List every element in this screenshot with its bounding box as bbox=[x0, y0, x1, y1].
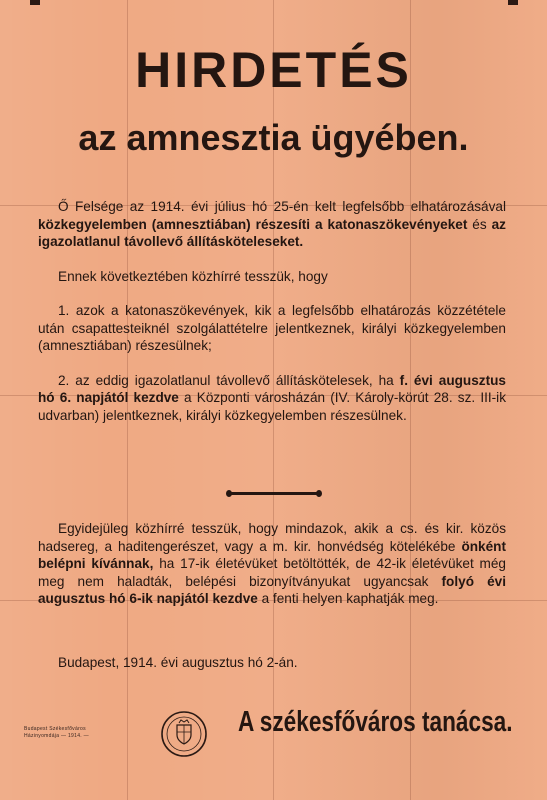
corner-mark bbox=[508, 0, 518, 5]
volunteer-bold: folyó évi augusztus hó 6-ik napjától kezdve bbox=[38, 573, 506, 606]
intro-text: és bbox=[467, 216, 492, 232]
volunteer-text: ha 17-ik életévüket betöltötték, de 42-ik életévüket még meg nem haladták, belépési bizonyítványukat ugyancsak bbox=[38, 556, 506, 589]
volunteer-text: Egyidejüleg közhírré tesszük, hogy mindazok, akik a cs. és kir. közös hadsereg, a haditengerészet, vagy a m. kir. honvédség kötelékébe bbox=[38, 521, 506, 554]
city-seal-icon bbox=[160, 710, 208, 758]
intro-bold: az igazolatlanul távollevő állításköteleseket. bbox=[38, 216, 506, 249]
second-paragraph-block bbox=[38, 520, 506, 608]
announce-line: Ennek következtében közhírré tesszük, hogy bbox=[58, 268, 328, 284]
volunteer-bold: önként belépni kívánnak, bbox=[38, 538, 506, 571]
point-two bbox=[38, 372, 506, 425]
volunteer-paragraph bbox=[38, 520, 506, 608]
point-one: 1. azok a katonaszökevények, kik a legfelsőbb elhatározás közzététele után csapattesteiknél szolgálattételre jelentkeznek, királyi közkegyelemben (amnesztiában) részesülnek; bbox=[38, 303, 506, 353]
intro-text: Ő Felsége az 1914. évi július hó 25-én kelt legfelsőbb elhatározásával bbox=[58, 199, 506, 214]
poster-title: HIRDETÉS bbox=[135, 42, 412, 98]
signature: A székesfőváros tanácsa. bbox=[238, 706, 513, 738]
date-line: Budapest, 1914. évi augusztus hó 2-án. bbox=[58, 655, 298, 670]
corner-mark bbox=[30, 0, 40, 5]
announcement-body bbox=[38, 198, 506, 424]
intro-bold: közkegyelemben (amnesztiában) részesíti a katonaszökevényeket bbox=[38, 216, 468, 232]
intro-paragraph bbox=[38, 198, 506, 251]
poster-subtitle: az amnesztia ügyében. bbox=[78, 117, 469, 158]
volunteer-text: a fenti helyen kaphatják meg. bbox=[257, 591, 439, 606]
point-two-bold: f. évi augusztus hó 6. napjától kezdve bbox=[38, 372, 506, 405]
point-two-text: a Központi városházán (IV. Károly-körút 28. sz. III-ik udvarban) jelentkeznek, királyi közkegyelemben részesülnek. bbox=[38, 390, 506, 423]
printer-line: Budapest Székesfőváros bbox=[24, 726, 86, 732]
divider-ornament bbox=[228, 492, 320, 495]
printer-line: Házinyomdája — 1914. — bbox=[24, 733, 89, 739]
point-two-text: 2. az eddig igazolatlanul távollevő állításkötelesek, ha bbox=[58, 372, 400, 388]
printer-imprint bbox=[24, 726, 108, 740]
